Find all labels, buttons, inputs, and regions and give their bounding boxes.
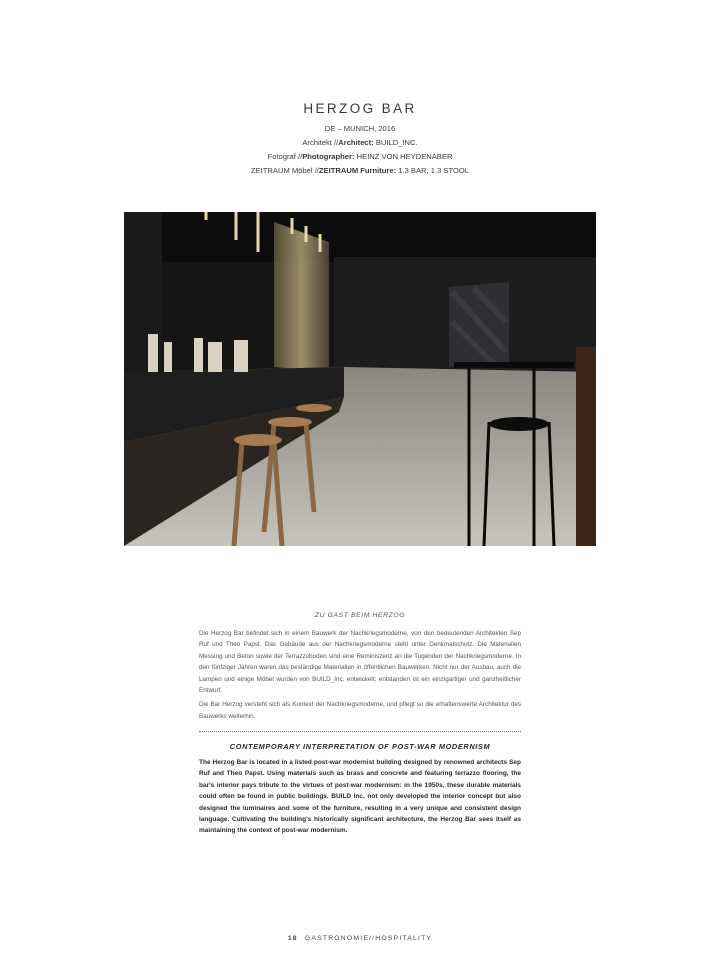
photographer-line: Fotograf //Photographer: HEINZ VON HEYDENABER bbox=[267, 152, 453, 161]
en-body-text: The Herzog Bar is located in a listed post-war modernist building designed by renowned architects Sep Ruf and Theo Papst. Using materials such as brass and concrete and featuring terrazzo flooring, the bar's interior pays tribute to the virtues of post-war modernism: in the 1950s, these durable materials could often be found in public buildings. BUILD Inc. not only developed the interior concept but also designed the luminaires and some of the furniture, resulting in a very unique and consistent design language. Cultivating the building's historically significant architecture, the Herzog Bar sees itself as maintaining the context of post-war modernism. bbox=[199, 759, 521, 835]
bar-interior-photo bbox=[124, 212, 596, 546]
page-number: 18 bbox=[287, 935, 298, 942]
de-paragraph: Die Herzog Bar befindet sich in einem Bauwerk der Nachkriegsmoderne, von den bedeutenden Architekten Sep Ruf und Theo Papst. Das Gebäude aus der Nachkriegsmoderne steht unter Denkmalschutz. Die Materialien Messing und Beton sowie der Terrazzoboden sind eine Reminiszenz an die Tugenden der Nachkriegsmoderne. In den fünfziger Jahren waren das beständige Materialien in öffentlichen Bauwerken. Nicht nur der Ausbau, auch die Lampen und einige Möbel wurden von BUILD_Inc. entwickelt; entstanden ist ein einzigartiger und ganzheitlicher Entwurf. bbox=[199, 630, 521, 695]
en-section-heading: CONTEMPORARY INTERPRETATION OF POST-WAR MODERNISM bbox=[229, 742, 491, 751]
architect-line: Architekt //Architect: BUILD_INC. bbox=[302, 138, 418, 147]
furniture-line: ZEITRAUM Möbel //ZEITRAUM Furniture: 1.3 BAR, 1.3 STOOL bbox=[250, 166, 470, 175]
de-paragraph: Die Bar Herzog versteht sich als Kontext der Nachkriegsmoderne, und pflegt so die erhaltenswerte Architektur des Bauwerks weiterhin. bbox=[199, 701, 521, 720]
de-section-heading: ZU GAST BEIM HERZOG bbox=[314, 612, 406, 619]
page-footer: 18 GASTRONOMIE//HOSPITALITY bbox=[287, 935, 433, 942]
page-title: HERZOG BAR bbox=[303, 101, 417, 116]
footer-section-de: GASTRONOMIE bbox=[304, 935, 370, 942]
project-meta bbox=[0, 122, 720, 178]
footer-section-en: HOSPITALITY bbox=[375, 935, 433, 942]
dotted-divider bbox=[199, 731, 521, 732]
de-body-text bbox=[199, 628, 521, 725]
location-line: DE – MUNICH, 2016 bbox=[324, 124, 396, 133]
